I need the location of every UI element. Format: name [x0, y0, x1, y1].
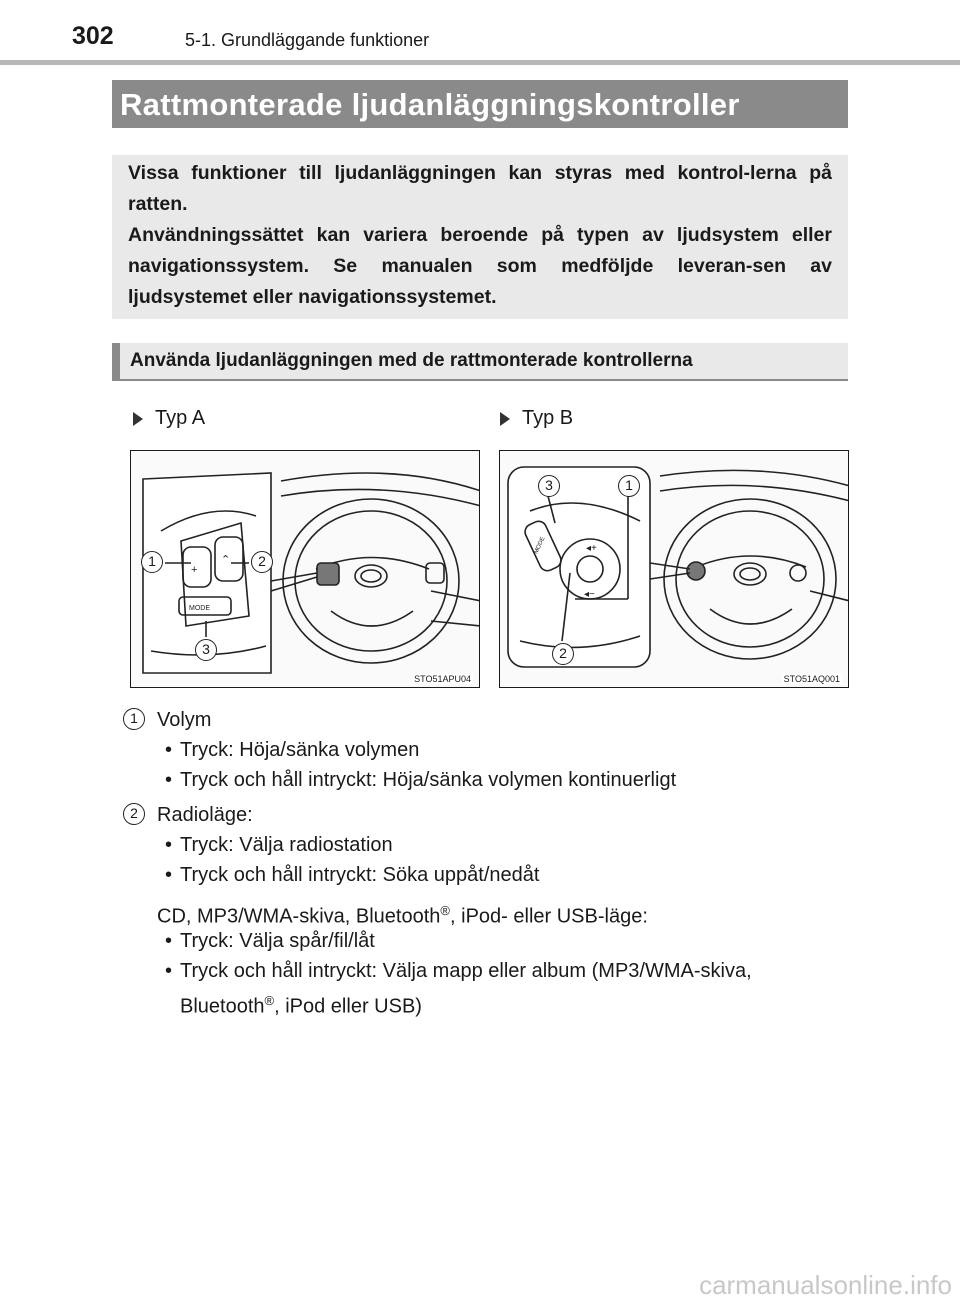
item-2-sub-bullet-2: • Tryck och håll intryckt: Välja mapp eller album (MP3/WMA-skiva,: [165, 956, 752, 986]
watermark: carmanualsonline.info: [699, 1270, 952, 1300]
svg-text:◂+: ◂+: [586, 543, 597, 554]
mode-button-label: MODE: [533, 536, 547, 555]
figure-code: STO51APU04: [414, 674, 471, 684]
figure-code: STO51AQ001: [783, 674, 840, 684]
item-2-title: Radioläge:: [157, 804, 253, 826]
svg-text:◂−: ◂−: [584, 589, 595, 600]
mode-button-label: MODE: [189, 605, 210, 612]
callout-1: 1: [141, 551, 163, 573]
item-2-sub-bullet-2-continued: Bluetooth®, iPod eller USB): [180, 993, 422, 1018]
section-reference: 5-1. Grundläggande funktioner: [185, 30, 430, 50]
callout-2: 2: [251, 551, 273, 573]
subheading-bar: [112, 343, 848, 381]
item-2-sub-bullet-1: • Tryck: Välja spår/fil/låt: [165, 926, 375, 956]
item-1-bullet-2: • Tryck och håll intryckt: Höja/sänka volymen kontinuerligt: [165, 765, 676, 795]
callout-2: 2: [552, 643, 574, 665]
subheading: Använda ljudanläggningen med de rattmonterade kontrollerna: [130, 350, 693, 371]
intro-box: [112, 155, 848, 319]
page-number: 302: [72, 22, 114, 50]
header-divider: [0, 60, 960, 65]
title-bar: [112, 80, 848, 128]
steering-wheel-illustration-a: [131, 451, 480, 688]
type-a-label: [133, 407, 205, 430]
figure-type-b: [499, 450, 849, 688]
item-2-bullet-1: • Tryck: Välja radiostation: [165, 830, 393, 860]
intro-line-2: Användningssättet kan variera beroende på typen av ljudsystem eller navigationssystem. Se manualen som medföljde leveran-sen av ljudsystemet eller navigationssystemet.: [128, 224, 832, 308]
item-2-bullet-2: • Tryck och håll intryckt: Söka uppåt/nedåt: [165, 860, 539, 890]
figure-type-a: [130, 450, 480, 688]
type-a-text: Typ A: [155, 407, 206, 429]
triangle-bullet-icon: [133, 412, 143, 426]
callout-3: 3: [195, 639, 217, 661]
type-b-text: Typ B: [522, 407, 574, 429]
item-1-bullet-1: • Tryck: Höja/sänka volymen: [165, 735, 419, 765]
item-1-title: Volym: [157, 709, 212, 731]
page-title: Rattmonterade ljudanläggningskontroller: [120, 87, 740, 122]
type-b-label: [500, 407, 573, 430]
item-1-number: 1: [123, 708, 145, 730]
callout-1: 1: [618, 475, 640, 497]
item-2-subtitle: CD, MP3/WMA-skiva, Bluetooth®, iPod- eller USB-läge:: [157, 903, 648, 928]
svg-text:⌃: ⌃: [221, 554, 231, 566]
item-2-number: 2: [123, 803, 145, 825]
svg-text:+: +: [191, 564, 198, 576]
callout-3: 3: [538, 475, 560, 497]
intro-line-1: Vissa funktioner till ljudanläggningen kan styras med kontrol-lerna på ratten.: [128, 162, 832, 215]
triangle-bullet-icon: [500, 412, 510, 426]
